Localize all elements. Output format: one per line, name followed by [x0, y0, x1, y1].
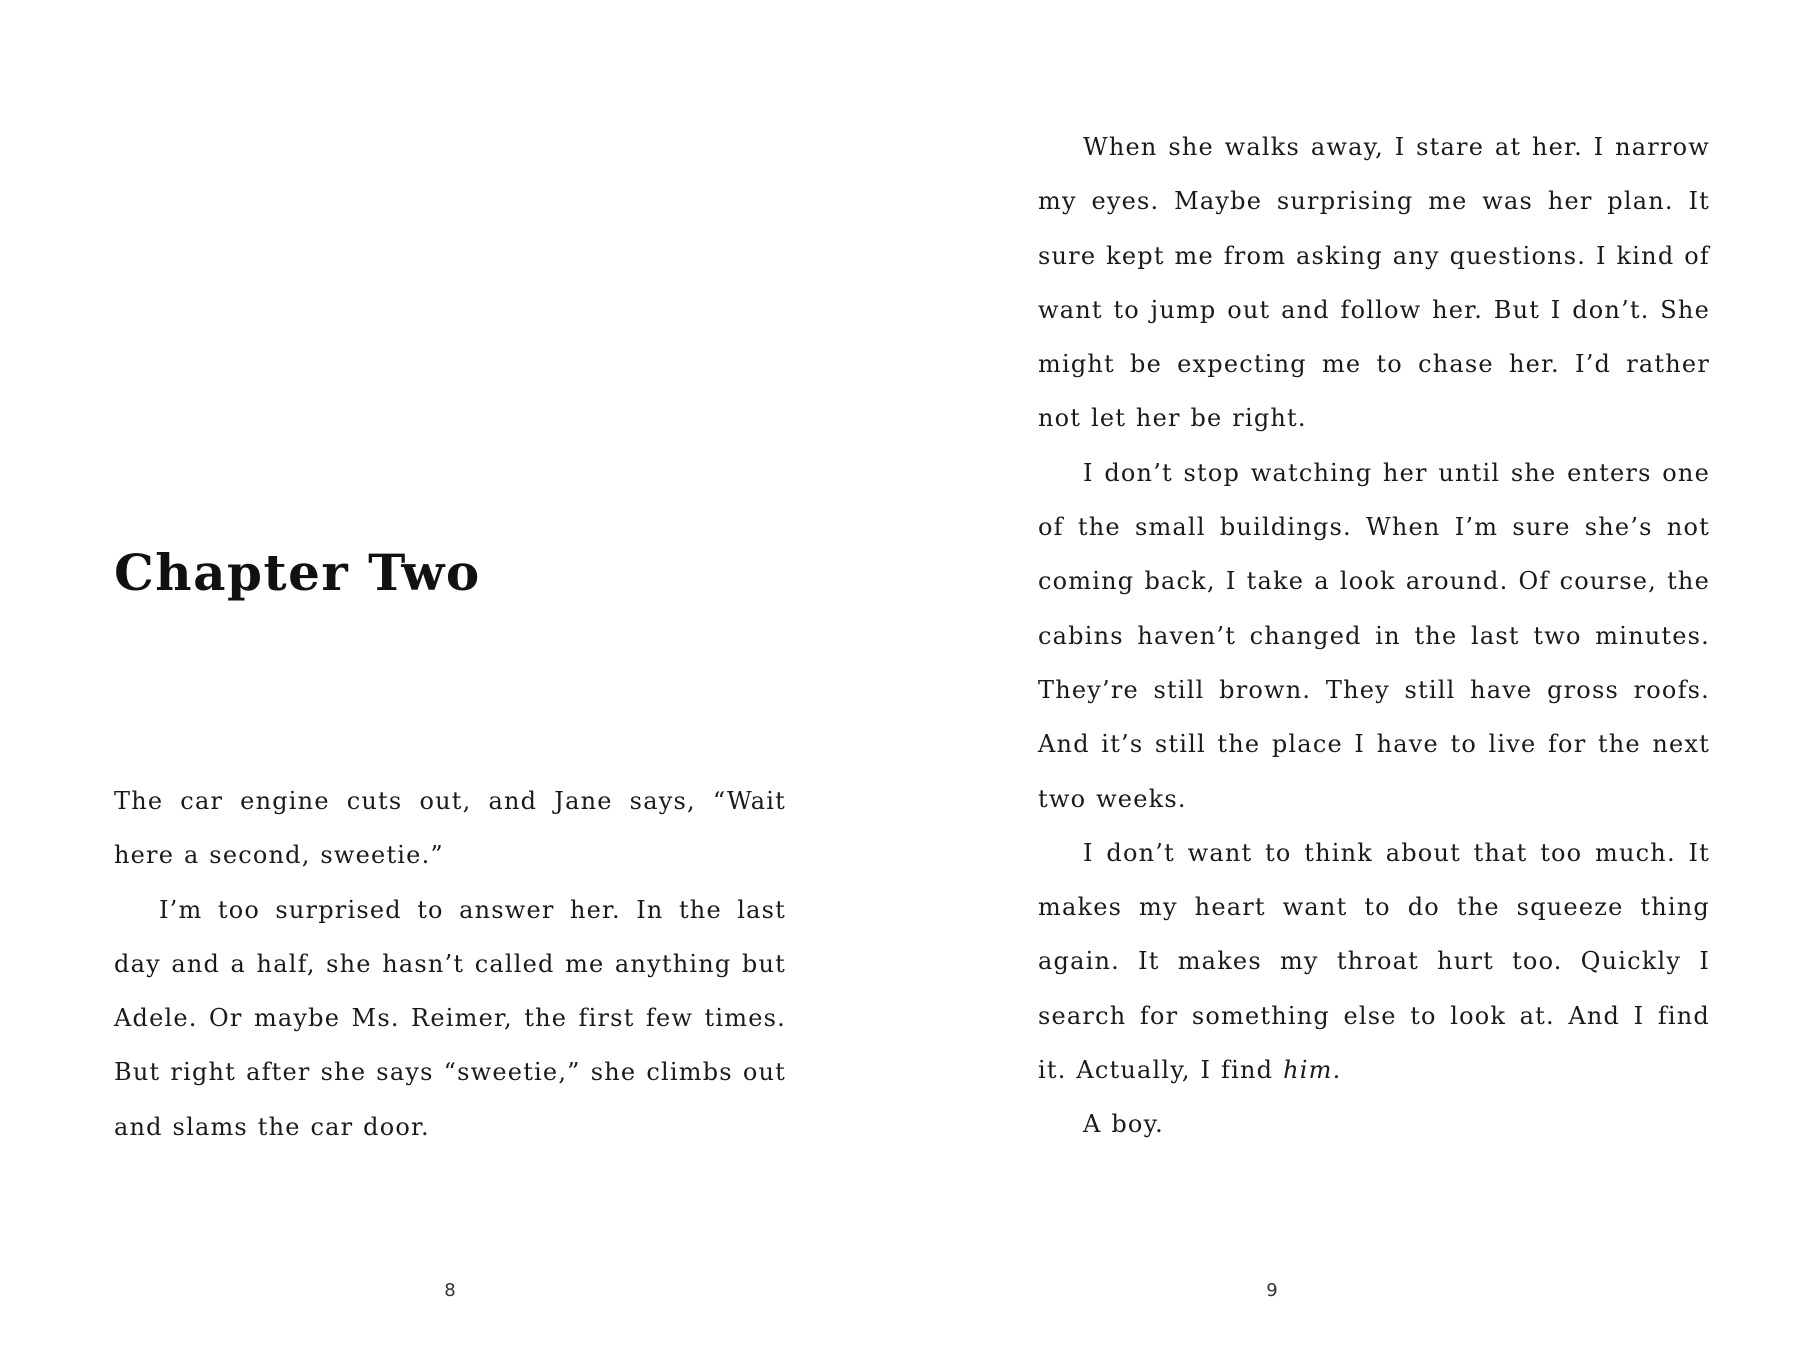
page-number: 9 [1266, 1280, 1278, 1301]
paragraph-with-emphasis [1038, 826, 1710, 1097]
chapter-title: Chapter Two [114, 543, 481, 602]
emphasis-word: him. [1283, 1056, 1342, 1085]
paragraph: I don’t stop watching her until she enters one of the small buildings. When I’m sure she’s not coming back, I take a look around. Of course, the cabins haven’t changed in the last two minutes. They’re still brown. They still have gross roofs. And it’s still the place I have to live for the next two weeks. [1038, 458, 1710, 813]
left-page-body [114, 774, 786, 1154]
paragraph: I’m too surprised to answer her. In the last day and a half, she hasn’t called me anything but Adele. Or maybe Ms. Reimer, the first few times. But right after she says “sweetie,” she climbs out and slams the car door. [114, 895, 786, 1141]
paragraph-text: I don’t want to think about that too much. It makes my heart want to do the squeeze thing again. It makes my throat hurt too. Quickly I search for something else to look at. And I find it. Actually, I find [1038, 838, 1710, 1085]
page-number: 8 [444, 1280, 456, 1301]
paragraph: The car engine cuts out, and Jane says, “Wait here a second, sweetie.” [114, 787, 786, 870]
paragraph: A boy. [1083, 1110, 1164, 1139]
paragraph: When she walks away, I stare at her. I narrow my eyes. Maybe surprising me was her plan. It sure kept me from asking any questions. I kind of want to jump out and follow her. But I don’t. She might be expecting me to chase her. I’d rather not let her be right. [1038, 133, 1710, 433]
right-page-body [1038, 120, 1710, 1152]
right-page [900, 0, 1800, 1350]
